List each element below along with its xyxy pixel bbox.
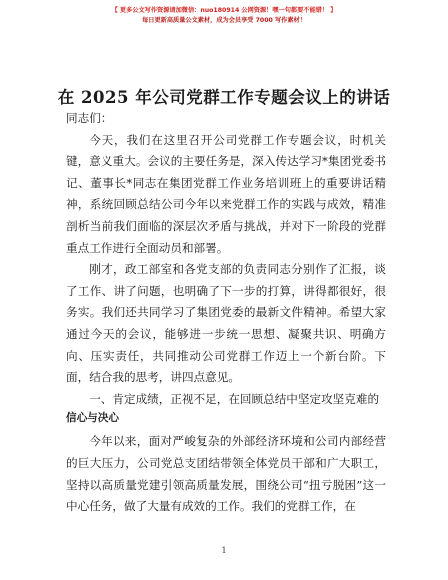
document-body <box>66 108 386 518</box>
paragraph-3: 今年以来，面对严峻复杂的外部经济环境和公司内部经营的巨大压力，公司党总支团结带领全体党员干部和广大职工，坚持以高质量党建引领高质量发展，围绕公司“扭亏脱困”这一中心任务，做了大量有成效的工作。我们的党群工作，在 <box>66 434 386 514</box>
promo-banner-line2: 每日更新高质量公文素材，成为会员享受 7000 写作素材！ <box>142 17 306 24</box>
promo-banner <box>0 6 448 26</box>
document-title: 在 2025 年公司党群工作专题会议上的讲话 <box>57 88 391 107</box>
paragraph-1: 今天，我们在这里召开公司党群工作专题会议，时机关键，意义重大。会议的主要任务是，深入传达学习*集团党委书记、董事长*同志在集团党群工作业务培训班上的重要讲话精神，系统回顾总结公司今年以来党群工作的实践与成效，精准剖析当前我们面临的深层次矛盾与挑战，并对下一阶段的党群重点工作进行全面动员和部署。 <box>66 132 386 255</box>
section-heading: 信心与决心 <box>66 412 119 425</box>
paragraph-2: 刚才，政工部室和各党支部的负责同志分别作了汇报，谈了工作、讲了问题，也明确了下一步的打算，讲得都很好，很务实。我们还共同学习了集团党委的最新文件精神。希望大家通过今天的会议，能够进一步统一思想、凝聚共识、明确方向、压实责任，共同推动公司党群工作迈上一个新台阶。下面，结合我的思考，讲四点意见。 <box>66 262 386 385</box>
section-one-intro: 一、肯定成绩，正视不足，在回顾总结中坚定攻坚克难的 <box>89 391 380 406</box>
salutation: 同志们： <box>66 111 113 125</box>
promo-banner-line1: 【 更多公文写作资源请加微信：nuo180914 公网资源！嘿一句都要不能错！ 】 <box>111 7 337 14</box>
page-number: 1 <box>221 546 227 555</box>
